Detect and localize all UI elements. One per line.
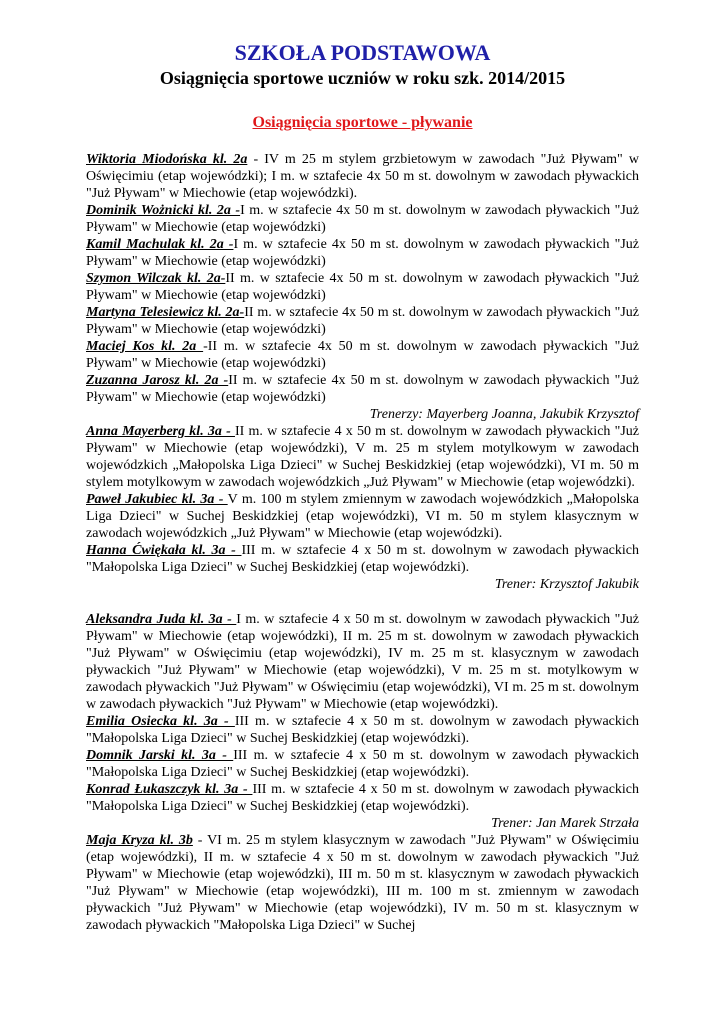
achievement-entry: [86, 202, 639, 236]
achievement-entry: [86, 372, 639, 406]
student-name: Wiktoria Miodońska kl. 2a: [86, 152, 248, 167]
student-name: Dominik Wożnicki kl. 2a -: [86, 203, 241, 218]
achievement-text: II m. w sztafecie 4x 50 m st. dowolnym w zawodach pływackich "Już Pływam" w Miechowie (etap wojewódzki): [86, 373, 639, 405]
achievement-text: III m. w sztafecie 4 x 50 m st. dowolnym w zawodach pływackich "Małopolska Liga Dzieci" w Suchej Beskidzkiej (etap wojewódzki).: [86, 543, 640, 575]
achievement-text: I m. w sztafecie 4x 50 m st. dowolnym w zawodach pływackich "Już Pływam" w Miechowie (etap wojewódzki): [86, 203, 639, 235]
achievement-text: III m. w sztafecie 4 x 50 m st. dowolnym w zawodach pływackich "Małopolska Liga Dzieci" w Suchej Beskidzkiej (etap wojewódzki).: [86, 714, 639, 746]
coach-credit: Trener: Jan Marek Strzała: [491, 816, 639, 831]
coach-credit: Trenerzy: Mayerberg Joanna, Jakubik Krzysztof: [369, 407, 639, 422]
achievement-entry: [86, 611, 639, 713]
achievement-entry: [86, 338, 639, 372]
student-name: Paweł Jakubiec kl. 3a -: [86, 492, 228, 507]
page-title: SZKOŁA PODSTAWOWA: [234, 40, 491, 65]
achievement-text: - IV m 25 m stylem grzbietowym w zawodach "Już Pływam" w Oświęcimiu (etap wojewódzki); I m. w sztafecie 4x 50 m st. dowolnym w zawodach pływackich "Już Pływam" w Miechowie (etap wojewódzki).: [86, 152, 639, 201]
achievement-entry: [86, 781, 639, 815]
student-name: Kamil Machulak kl. 2a -: [86, 237, 234, 252]
achievement-text: I m. w sztafecie 4x 50 m st. dowolnym w zawodach pływackich "Już Pływam" w Miechowie (etap wojewódzki): [86, 237, 639, 269]
achievement-text: II m. w sztafecie 4x 50 m st. dowolnym w zawodach pływackich "Już Pływam" w Miechowie (etap wojewódzki): [86, 271, 639, 303]
achievement-entry: [86, 236, 639, 270]
student-name: Zuzanna Jarosz kl. 2a -: [86, 373, 229, 388]
achievement-text: - VI m. 25 m stylem klasycznym w zawodach "Już Pływam" w Oświęcimiu (etap wojewódzki), II m. w sztafecie 4 x 50 m st. dowolnym w zawodach pływackich "Już Pływam" w Miechowie (etap wojewódzki), III m. 50 m st. klasycznym w zawodach pływackich "Już Pływam" w Miechowie (etap wojewódzki), III m. 100 m st. zmiennym w zawodach pływackich "Już Pływam" w Miechowie (etap wojewódzki), IV m. 50 m st. klasycznym w zawodach pływackich "Małopolska Liga Dzieci" w Suchej: [86, 833, 640, 933]
student-name: Anna Mayerberg kl. 3a -: [86, 424, 235, 439]
achievement-text: III m. w sztafecie 4 x 50 m st. dowolnym w zawodach pływackich "Małopolska Liga Dzieci" w Suchej Beskidzkiej (etap wojewódzki).: [86, 782, 640, 814]
spacer: [86, 593, 639, 611]
achievement-entry: [86, 270, 639, 304]
achievement-text: -II m. w sztafecie 4x 50 m st. dowolnym w zawodach pływackich "Już Pływam" w Miechowie (etap wojewódzki): [86, 339, 639, 371]
student-name: Maja Kryza kl. 3b: [86, 833, 193, 848]
achievement-entry: [86, 491, 639, 542]
achievement-entry: [86, 423, 639, 491]
student-name: Konrad Łukaszczyk kl. 3a -: [86, 782, 253, 797]
document-page: [86, 40, 639, 934]
student-name: Domnik Jarski kl. 3a -: [86, 748, 234, 763]
achievement-entry: [86, 713, 639, 747]
coach-credit: Trener: Krzysztof Jakubik: [494, 577, 639, 592]
achievement-entry: [86, 304, 639, 338]
student-name: Emilia Osiecka kl. 3a -: [86, 714, 235, 729]
achievement-entry: [86, 542, 639, 576]
section-title: Osiągnięcia sportowe - pływanie: [252, 114, 473, 131]
page-subtitle: Osiągnięcia sportowe uczniów w roku szk. 2014/2015: [159, 68, 566, 88]
achievement-text: II m. w sztafecie 4x 50 m st. dowolnym w zawodach pływackich "Już Pływam" w Miechowie (etap wojewódzki): [86, 305, 639, 337]
student-name: Hanna Ćwiękała kl. 3a -: [86, 543, 242, 558]
achievement-entry: [86, 747, 639, 781]
student-name: Aleksandra Juda kl. 3a -: [86, 612, 237, 627]
student-name: Szymon Wilczak kl. 2a-: [86, 271, 226, 286]
achievement-text: II m. w sztafecie 4 x 50 m st. dowolnym w zawodach pływackich "Już Pływam" w Miechowie (etap wojewódzki), V m. 25 m stylem motylkowym w zawodach wojewódzkich „Małopolska Liga Dzieci" w Suchej Beskidzkiej (etap wojewódzki), VI m. 50 m stylem motylkowym w zawodach wojewódzkich „Już Pływam" w Miechowie (etap wojewódzki).: [86, 424, 639, 490]
achievement-text: III m. w sztafecie 4 x 50 m st. dowolnym w zawodach pływackich "Małopolska Liga Dzieci" w Suchej Beskidzkiej (etap wojewódzki).: [86, 748, 640, 780]
student-name: Martyna Telesiewicz kl. 2a-: [86, 305, 245, 320]
achievement-text: I m. w sztafecie 4 x 50 m st. dowolnym w zawodach pływackich "Już Pływam" w Miechowie (etap wojewódzki), II m. 25 m st. dowolnym w zawodach pływackich "Już Pływam" w Oświęcimiu (etap wojewódzki), IV m. 25 m st. klasycznym w zawodach pływackich "Już Pływam" w Miechowie (etap wojewódzki), V m. 25 m st. motylkowym w zawodach pływackich "Już Pływam" w Oświęcimiu (etap wojewódzki), VI m. 25 m st. dowolnym w zawodach pływackich "Już Pływam" w Miechowie (etap wojewódzki).: [86, 612, 639, 712]
student-name: Maciej Kos kl. 2a: [86, 339, 204, 354]
achievement-entry: [86, 151, 639, 202]
achievement-entry: [86, 832, 639, 934]
achievement-text: V m. 100 m stylem zmiennym w zawodach wojewódzkich „Małopolska Liga Dzieci" w Suchej Beskidzkiej (etap wojewódzki), VI m. 50 m stylem klasycznym w zawodach wojewódzkich „Już Pływam" w Miechowie (etap wojewódzki).: [86, 492, 639, 541]
